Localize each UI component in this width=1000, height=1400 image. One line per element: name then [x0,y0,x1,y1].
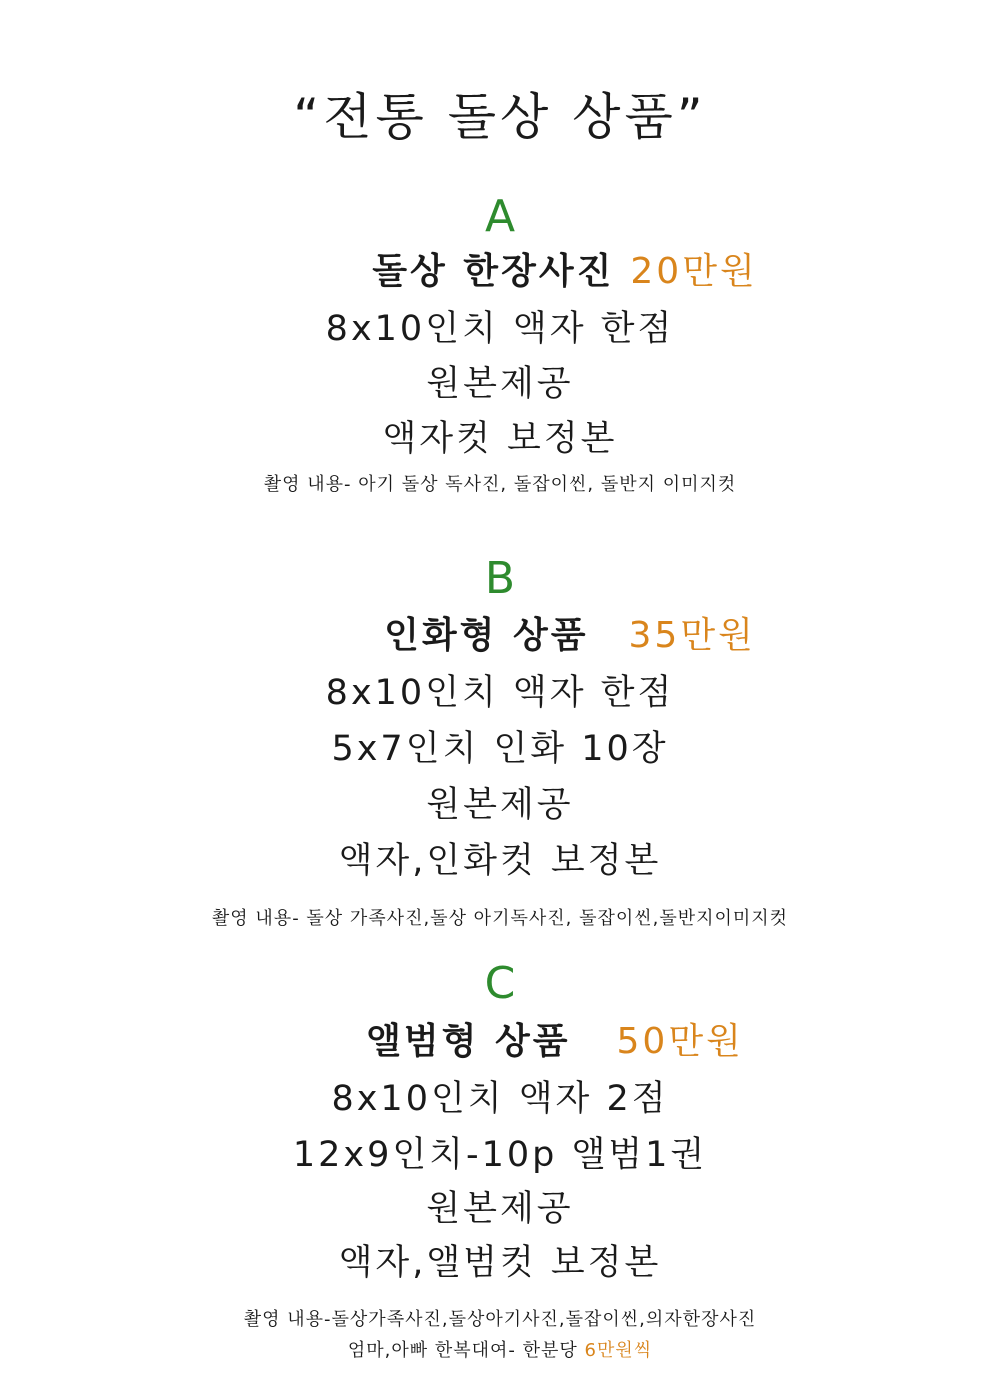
package-c-heading [0,1021,1000,1062]
package-c-item: 액자,앨범컷 보정본 [338,1243,662,1283]
package-b-price: 35만원 [628,615,756,656]
package-b-item: 8x10인치 액자 한점 [325,673,675,713]
package-a-letter: A [484,191,516,242]
package-b-note: 촬영 내용- 돌상 가족사진,돌상 아기독사진, 돌잡이씬,돌반지이미지컷 [211,908,789,929]
package-c-item: 원본제공 [426,1189,574,1229]
package-b-name: 인화형 상품 [384,615,589,656]
package-c-price: 50만원 [616,1021,744,1062]
package-a-price: 20만원 [630,251,758,292]
package-a-heading [0,251,1000,292]
package-c-item: 12x9인치-10p 앨범1권 [292,1135,708,1175]
package-a-name: 돌상 한장사진 [372,251,615,292]
package-b-heading [0,615,1000,656]
package-a-item: 8x10인치 액자 한점 [325,309,675,349]
package-b-letter: B [484,553,516,604]
hanbok-rental-note [0,1342,1000,1360]
package-a-item: 원본제공 [426,364,574,404]
package-b-item: 액자,인화컷 보정본 [338,841,662,881]
package-c-letter: C [484,958,516,1009]
package-c-name: 앨범형 상품 [366,1021,571,1062]
package-a-note: 촬영 내용- 아기 돌상 독사진, 돌잡이씬, 돌반지 이미지컷 [263,474,737,495]
package-c-note: 촬영 내용-돌상가족사진,돌상아기사진,돌잡이씬,의자한장사진 [243,1309,757,1330]
page-title: “전통 돌상 상품” [293,88,707,146]
hanbok-rental-price: 6만원씩 [584,1340,653,1361]
package-c-item: 8x10인치 액자 2점 [331,1079,669,1119]
hanbok-rental-text: 엄마,아빠 한복대여- 한분당 [347,1340,578,1361]
package-b-item: 5x7인치 인화 10장 [331,729,669,769]
package-a-item: 액자컷 보정본 [382,419,618,459]
package-b-item: 원본제공 [426,785,574,825]
